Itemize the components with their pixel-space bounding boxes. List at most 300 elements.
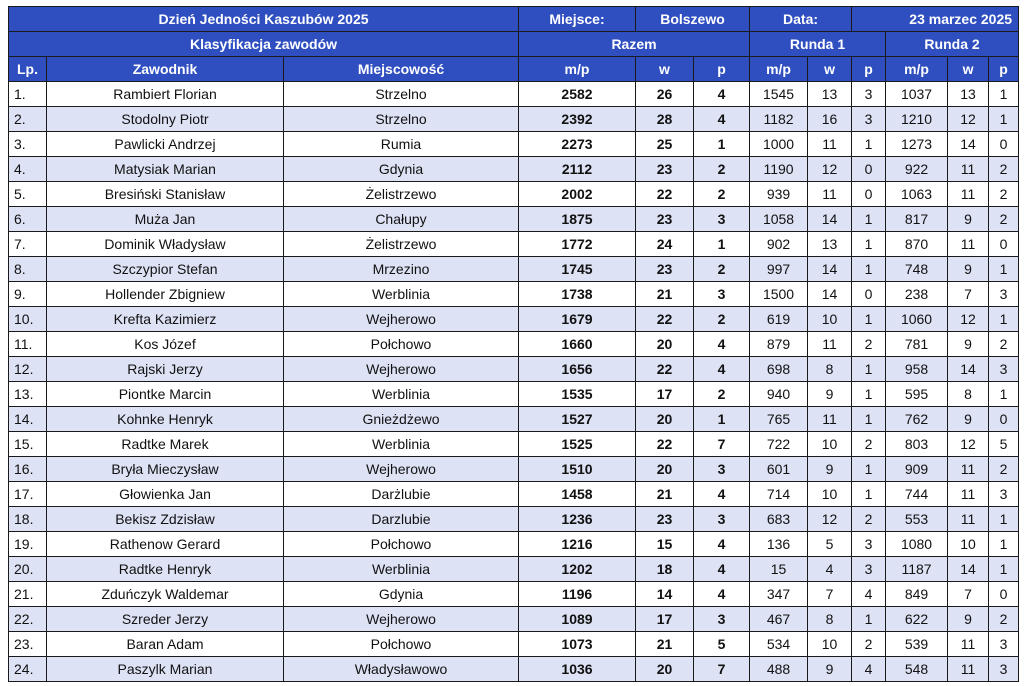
cell-r1-p: 2: [852, 507, 886, 532]
cell-r2-p: 0: [989, 232, 1019, 257]
group-round1-label: Runda 1: [750, 32, 886, 57]
cell-total-mp: 1089: [519, 607, 636, 632]
cell-town: Gdynia: [284, 157, 519, 182]
cell-r2-w: 14: [948, 132, 989, 157]
cell-total-w: 23: [636, 257, 694, 282]
event-title: Dzień Jedności Kaszubów 2025: [9, 7, 519, 32]
table-row: [9, 132, 1019, 157]
cell-r1-p: 0: [852, 182, 886, 207]
cell-total-mp: 1527: [519, 407, 636, 432]
cell-r1-mp: 488: [750, 657, 808, 682]
cell-r1-w: 11: [808, 132, 852, 157]
cell-r2-mp: 548: [886, 657, 948, 682]
date-label: Data:: [750, 7, 852, 32]
cell-r2-mp: 1037: [886, 82, 948, 107]
cell-total-w: 20: [636, 657, 694, 682]
col-header-town: Miejscowość: [284, 57, 519, 82]
cell-town: Mrzezino: [284, 257, 519, 282]
table-row: [9, 257, 1019, 282]
cell-total-mp: 1679: [519, 307, 636, 332]
cell-r2-mp: 1080: [886, 532, 948, 557]
cell-r2-mp: 958: [886, 357, 948, 382]
table-row: [9, 357, 1019, 382]
cell-r2-p: 2: [989, 207, 1019, 232]
cell-r2-mp: 748: [886, 257, 948, 282]
cell-r2-mp: 1060: [886, 307, 948, 332]
cell-r2-w: 9: [948, 257, 989, 282]
cell-r2-mp: 817: [886, 207, 948, 232]
cell-town: Połchowo: [284, 532, 519, 557]
cell-name: Krefta Kazimierz: [47, 307, 284, 332]
cell-r2-w: 11: [948, 632, 989, 657]
cell-total-p: 4: [694, 82, 750, 107]
cell-lp: 7.: [9, 232, 47, 257]
cell-total-p: 4: [694, 482, 750, 507]
cell-lp: 11.: [9, 332, 47, 357]
cell-town: Połchowo: [284, 332, 519, 357]
group-total-label: Razem: [519, 32, 750, 57]
cell-lp: 21.: [9, 582, 47, 607]
cell-r1-mp: 601: [750, 457, 808, 482]
cell-total-mp: 2002: [519, 182, 636, 207]
cell-total-mp: 1772: [519, 232, 636, 257]
cell-total-p: 3: [694, 207, 750, 232]
cell-total-w: 28: [636, 107, 694, 132]
cell-total-w: 24: [636, 232, 694, 257]
cell-r1-mp: 1190: [750, 157, 808, 182]
cell-total-mp: 1660: [519, 332, 636, 357]
cell-r2-w: 14: [948, 357, 989, 382]
cell-town: Wejherowo: [284, 457, 519, 482]
cell-r2-w: 11: [948, 232, 989, 257]
cell-r2-w: 12: [948, 432, 989, 457]
cell-r1-p: 1: [852, 207, 886, 232]
col-header-r2-mp: m/p: [886, 57, 948, 82]
cell-r1-mp: 1058: [750, 207, 808, 232]
cell-r1-p: 1: [852, 457, 886, 482]
table-row: [9, 382, 1019, 407]
cell-name: Piontke Marcin: [47, 382, 284, 407]
results-table: [8, 6, 1019, 682]
cell-r1-p: 3: [852, 532, 886, 557]
table-row: [9, 657, 1019, 682]
place-label: Miejsce:: [519, 7, 636, 32]
cell-total-p: 2: [694, 157, 750, 182]
cell-lp: 10.: [9, 307, 47, 332]
cell-r2-p: 1: [989, 557, 1019, 582]
cell-r2-w: 9: [948, 207, 989, 232]
cell-town: Werblinia: [284, 282, 519, 307]
cell-r2-mp: 909: [886, 457, 948, 482]
place-value: Bolszewo: [636, 7, 750, 32]
cell-r1-p: 4: [852, 582, 886, 607]
cell-r2-p: 3: [989, 357, 1019, 382]
cell-name: Bekisz Zdzisław: [47, 507, 284, 532]
cell-town: Żelistrzewo: [284, 182, 519, 207]
cell-r2-w: 9: [948, 407, 989, 432]
cell-r1-mp: 698: [750, 357, 808, 382]
cell-town: Połchowo: [284, 632, 519, 657]
cell-total-p: 2: [694, 182, 750, 207]
cell-r1-mp: 467: [750, 607, 808, 632]
cell-name: Radtke Henryk: [47, 557, 284, 582]
column-header-row: [9, 57, 1019, 82]
cell-lp: 19.: [9, 532, 47, 557]
cell-total-w: 23: [636, 157, 694, 182]
cell-lp: 17.: [9, 482, 47, 507]
cell-r1-p: 3: [852, 557, 886, 582]
cell-town: Wejherowo: [284, 307, 519, 332]
cell-r2-w: 9: [948, 332, 989, 357]
cell-total-p: 1: [694, 232, 750, 257]
cell-name: Radtke Marek: [47, 432, 284, 457]
cell-r1-mp: 1000: [750, 132, 808, 157]
cell-total-mp: 2273: [519, 132, 636, 157]
table-row: [9, 557, 1019, 582]
table-row: [9, 582, 1019, 607]
cell-r2-mp: 744: [886, 482, 948, 507]
table-row: [9, 407, 1019, 432]
cell-name: Szreder Jerzy: [47, 607, 284, 632]
cell-total-w: 21: [636, 632, 694, 657]
cell-r2-p: 3: [989, 657, 1019, 682]
group-row: [9, 32, 1019, 57]
cell-total-mp: 1535: [519, 382, 636, 407]
cell-r2-p: 2: [989, 157, 1019, 182]
cell-name: Matysiak Marian: [47, 157, 284, 182]
cell-total-mp: 1196: [519, 582, 636, 607]
cell-town: Werblinia: [284, 432, 519, 457]
cell-r2-mp: 762: [886, 407, 948, 432]
cell-total-mp: 1236: [519, 507, 636, 532]
cell-r2-p: 3: [989, 282, 1019, 307]
cell-r1-w: 16: [808, 107, 852, 132]
cell-r1-mp: 1545: [750, 82, 808, 107]
cell-total-p: 4: [694, 357, 750, 382]
cell-town: Chałupy: [284, 207, 519, 232]
cell-r2-w: 11: [948, 457, 989, 482]
cell-town: Rumia: [284, 132, 519, 157]
cell-r1-p: 1: [852, 257, 886, 282]
cell-r1-w: 9: [808, 382, 852, 407]
cell-r2-p: 1: [989, 532, 1019, 557]
cell-r2-mp: 622: [886, 607, 948, 632]
cell-name: Baran Adam: [47, 632, 284, 657]
cell-total-w: 20: [636, 332, 694, 357]
cell-total-mp: 1656: [519, 357, 636, 382]
cell-total-w: 15: [636, 532, 694, 557]
results-sheet: [8, 6, 1018, 682]
cell-lp: 8.: [9, 257, 47, 282]
cell-r2-mp: 870: [886, 232, 948, 257]
cell-total-p: 3: [694, 507, 750, 532]
cell-total-p: 1: [694, 407, 750, 432]
cell-r1-mp: 879: [750, 332, 808, 357]
cell-r1-mp: 714: [750, 482, 808, 507]
cell-r2-p: 0: [989, 132, 1019, 157]
col-header-r1-w: w: [808, 57, 852, 82]
cell-name: Hollender Zbigniew: [47, 282, 284, 307]
cell-r2-w: 7: [948, 582, 989, 607]
cell-r1-p: 1: [852, 232, 886, 257]
cell-total-w: 14: [636, 582, 694, 607]
cell-r2-p: 1: [989, 107, 1019, 132]
cell-lp: 24.: [9, 657, 47, 682]
cell-town: Żelistrzewo: [284, 232, 519, 257]
cell-lp: 5.: [9, 182, 47, 207]
cell-lp: 2.: [9, 107, 47, 132]
cell-town: Werblinia: [284, 557, 519, 582]
cell-r2-p: 3: [989, 632, 1019, 657]
cell-r2-w: 12: [948, 307, 989, 332]
cell-r2-w: 7: [948, 282, 989, 307]
cell-r2-w: 11: [948, 182, 989, 207]
cell-r2-p: 0: [989, 407, 1019, 432]
cell-r2-mp: 539: [886, 632, 948, 657]
cell-total-mp: 1458: [519, 482, 636, 507]
cell-r2-p: 2: [989, 457, 1019, 482]
cell-r1-mp: 683: [750, 507, 808, 532]
cell-name: Szczypior Stefan: [47, 257, 284, 282]
cell-r2-mp: 1210: [886, 107, 948, 132]
cell-r1-w: 5: [808, 532, 852, 557]
cell-total-w: 17: [636, 607, 694, 632]
cell-r1-p: 1: [852, 132, 886, 157]
table-row: [9, 632, 1019, 657]
cell-total-w: 25: [636, 132, 694, 157]
cell-r2-w: 10: [948, 532, 989, 557]
cell-total-p: 4: [694, 557, 750, 582]
cell-r2-w: 11: [948, 157, 989, 182]
cell-r2-mp: 1187: [886, 557, 948, 582]
cell-lp: 9.: [9, 282, 47, 307]
table-row: [9, 282, 1019, 307]
cell-lp: 14.: [9, 407, 47, 432]
cell-name: Stodolny Piotr: [47, 107, 284, 132]
table-row: [9, 182, 1019, 207]
cell-town: Władysławowo: [284, 657, 519, 682]
cell-r1-w: 9: [808, 657, 852, 682]
cell-total-w: 21: [636, 282, 694, 307]
cell-r2-p: 3: [989, 482, 1019, 507]
cell-r1-w: 8: [808, 357, 852, 382]
cell-r2-w: 14: [948, 557, 989, 582]
title-row: [9, 7, 1019, 32]
cell-r2-w: 11: [948, 507, 989, 532]
cell-total-w: 21: [636, 482, 694, 507]
cell-r1-p: 0: [852, 157, 886, 182]
cell-town: Strzelno: [284, 107, 519, 132]
cell-total-p: 2: [694, 307, 750, 332]
cell-town: Wejherowo: [284, 357, 519, 382]
cell-lp: 20.: [9, 557, 47, 582]
cell-r1-w: 10: [808, 432, 852, 457]
cell-total-p: 3: [694, 457, 750, 482]
cell-r1-mp: 1182: [750, 107, 808, 132]
cell-lp: 15.: [9, 432, 47, 457]
cell-r1-p: 2: [852, 332, 886, 357]
col-header-r1-p: p: [852, 57, 886, 82]
col-header-lp: Lp.: [9, 57, 47, 82]
cell-total-p: 7: [694, 657, 750, 682]
cell-r1-mp: 997: [750, 257, 808, 282]
table-row: [9, 232, 1019, 257]
cell-total-p: 3: [694, 607, 750, 632]
cell-total-mp: 1745: [519, 257, 636, 282]
table-row: [9, 432, 1019, 457]
cell-r1-mp: 136: [750, 532, 808, 557]
cell-r1-mp: 940: [750, 382, 808, 407]
cell-total-p: 3: [694, 282, 750, 307]
cell-r1-w: 10: [808, 307, 852, 332]
cell-r1-w: 14: [808, 207, 852, 232]
cell-r1-mp: 347: [750, 582, 808, 607]
cell-r2-w: 12: [948, 107, 989, 132]
cell-r2-mp: 781: [886, 332, 948, 357]
cell-r2-mp: 1273: [886, 132, 948, 157]
cell-r2-mp: 553: [886, 507, 948, 532]
cell-total-p: 2: [694, 257, 750, 282]
cell-r2-mp: 849: [886, 582, 948, 607]
cell-r1-mp: 619: [750, 307, 808, 332]
cell-total-w: 20: [636, 457, 694, 482]
cell-r1-p: 1: [852, 607, 886, 632]
cell-r1-mp: 939: [750, 182, 808, 207]
table-row: [9, 482, 1019, 507]
cell-r2-p: 1: [989, 507, 1019, 532]
cell-r1-w: 11: [808, 182, 852, 207]
cell-r2-p: 2: [989, 332, 1019, 357]
cell-r2-w: 8: [948, 382, 989, 407]
cell-r1-p: 1: [852, 382, 886, 407]
col-header-r2-w: w: [948, 57, 989, 82]
cell-total-w: 23: [636, 507, 694, 532]
cell-name: Muża Jan: [47, 207, 284, 232]
cell-r2-mp: 595: [886, 382, 948, 407]
cell-total-mp: 1073: [519, 632, 636, 657]
cell-lp: 6.: [9, 207, 47, 232]
cell-town: Gnieżdżewo: [284, 407, 519, 432]
cell-r1-w: 14: [808, 282, 852, 307]
cell-r2-p: 1: [989, 307, 1019, 332]
cell-r2-p: 2: [989, 607, 1019, 632]
cell-name: Zduńczyk Waldemar: [47, 582, 284, 607]
cell-lp: 12.: [9, 357, 47, 382]
col-header-total-mp: m/p: [519, 57, 636, 82]
cell-total-mp: 1510: [519, 457, 636, 482]
cell-r1-w: 11: [808, 407, 852, 432]
cell-total-mp: 1216: [519, 532, 636, 557]
col-header-r1-mp: m/p: [750, 57, 808, 82]
cell-r2-w: 13: [948, 82, 989, 107]
table-row: [9, 107, 1019, 132]
cell-r2-mp: 1063: [886, 182, 948, 207]
classification-label: Klasyfikacja zawodów: [9, 32, 519, 57]
cell-r1-w: 14: [808, 257, 852, 282]
cell-name: Kohnke Henryk: [47, 407, 284, 432]
cell-r1-mp: 15: [750, 557, 808, 582]
cell-town: Darzlubie: [284, 507, 519, 532]
cell-total-w: 26: [636, 82, 694, 107]
cell-r1-p: 3: [852, 107, 886, 132]
cell-town: Werblinia: [284, 382, 519, 407]
table-row: [9, 307, 1019, 332]
cell-total-w: 17: [636, 382, 694, 407]
cell-total-w: 22: [636, 357, 694, 382]
cell-total-mp: 1875: [519, 207, 636, 232]
cell-name: Paszylk Marian: [47, 657, 284, 682]
table-row: [9, 532, 1019, 557]
cell-r2-p: 2: [989, 182, 1019, 207]
cell-r1-p: 2: [852, 432, 886, 457]
cell-total-p: 4: [694, 107, 750, 132]
cell-total-mp: 1525: [519, 432, 636, 457]
cell-r2-mp: 922: [886, 157, 948, 182]
cell-r1-p: 4: [852, 657, 886, 682]
cell-name: Rajski Jerzy: [47, 357, 284, 382]
col-header-total-p: p: [694, 57, 750, 82]
cell-r1-w: 13: [808, 82, 852, 107]
cell-total-mp: 2582: [519, 82, 636, 107]
table-row: [9, 82, 1019, 107]
col-header-total-w: w: [636, 57, 694, 82]
col-header-name: Zawodnik: [47, 57, 284, 82]
cell-name: Dominik Władysław: [47, 232, 284, 257]
cell-r2-w: 11: [948, 482, 989, 507]
cell-total-p: 7: [694, 432, 750, 457]
cell-r2-w: 11: [948, 657, 989, 682]
cell-total-w: 23: [636, 207, 694, 232]
cell-total-p: 1: [694, 132, 750, 157]
cell-total-p: 2: [694, 382, 750, 407]
cell-lp: 16.: [9, 457, 47, 482]
cell-r1-p: 1: [852, 357, 886, 382]
cell-lp: 18.: [9, 507, 47, 532]
cell-name: Pawlicki Andrzej: [47, 132, 284, 157]
cell-r1-w: 9: [808, 457, 852, 482]
cell-r2-p: 0: [989, 582, 1019, 607]
cell-r1-w: 8: [808, 607, 852, 632]
cell-town: Wejherowo: [284, 607, 519, 632]
cell-r2-p: 1: [989, 257, 1019, 282]
cell-name: Głowienka Jan: [47, 482, 284, 507]
cell-total-w: 20: [636, 407, 694, 432]
cell-lp: 1.: [9, 82, 47, 107]
cell-r1-w: 10: [808, 482, 852, 507]
table-row: [9, 157, 1019, 182]
cell-r2-p: 5: [989, 432, 1019, 457]
table-row: [9, 507, 1019, 532]
cell-r1-w: 13: [808, 232, 852, 257]
cell-r1-p: 0: [852, 282, 886, 307]
cell-r2-mp: 238: [886, 282, 948, 307]
cell-r1-mp: 902: [750, 232, 808, 257]
cell-lp: 3.: [9, 132, 47, 157]
cell-total-p: 5: [694, 632, 750, 657]
cell-town: Strzelno: [284, 82, 519, 107]
cell-r1-w: 12: [808, 157, 852, 182]
cell-r1-p: 1: [852, 482, 886, 507]
cell-r1-mp: 534: [750, 632, 808, 657]
cell-total-mp: 1738: [519, 282, 636, 307]
cell-town: Darżlubie: [284, 482, 519, 507]
date-value: 23 marzec 2025: [852, 7, 1019, 32]
table-row: [9, 332, 1019, 357]
cell-r2-mp: 803: [886, 432, 948, 457]
cell-r1-mp: 1500: [750, 282, 808, 307]
cell-r2-w: 9: [948, 607, 989, 632]
cell-total-mp: 2392: [519, 107, 636, 132]
